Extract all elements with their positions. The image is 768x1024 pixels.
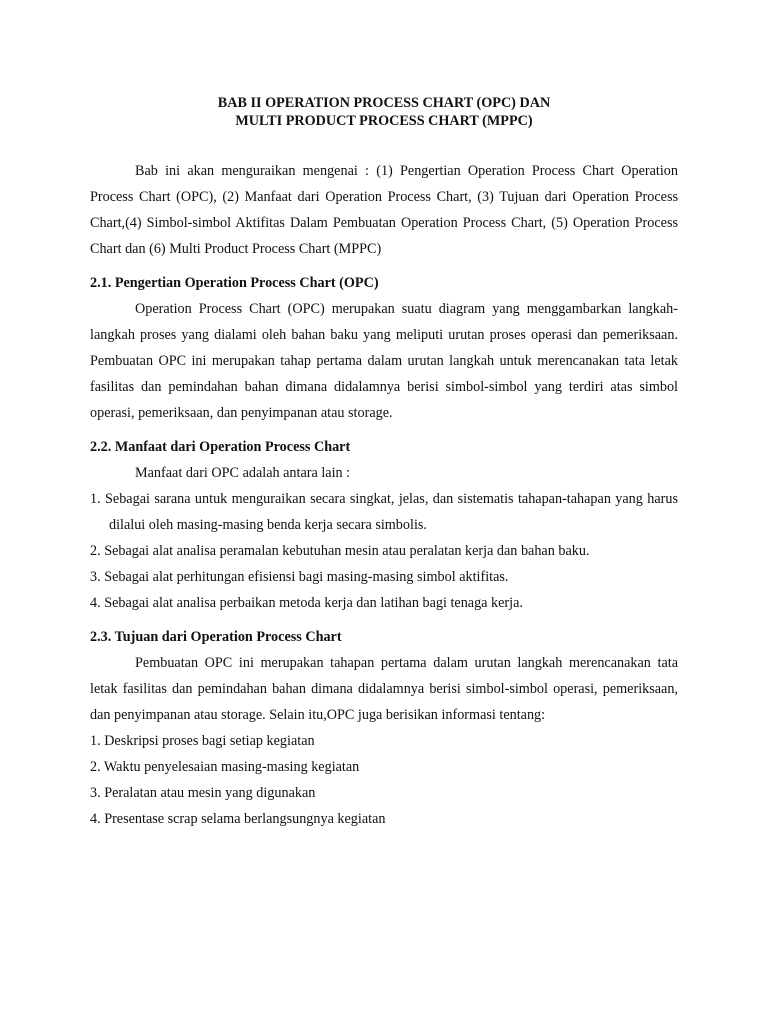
- tujuan-list: [90, 728, 678, 832]
- list-item: 4. Sebagai alat analisa perbaikan metoda kerja dan latihan bagi tenaga kerja.: [90, 595, 523, 611]
- list-item: 2. Waktu penyelesaian masing-masing kegiatan: [90, 759, 360, 775]
- list-item: 1. Sebagai sarana untuk menguraikan secara singkat, jelas, dan sistematis tahapan-tahapan yang harus dilalui oleh masing-masing benda kerja secara simbolis.: [90, 491, 678, 533]
- chapter-title: [90, 94, 678, 130]
- list-item: 3. Sebagai alat perhitungan efisiensi bagi masing-masing simbol aktifitas.: [90, 569, 509, 585]
- manfaat-list: [90, 486, 678, 616]
- chapter-title-line-1: BAB II OPERATION PROCESS CHART (OPC) DAN: [217, 95, 551, 111]
- document-body: [90, 94, 678, 840]
- section-heading-2-1: 2.1. Pengertian Operation Process Chart (OPC): [90, 275, 379, 291]
- section-heading-2-3: 2.3. Tujuan dari Operation Process Chart: [90, 629, 342, 645]
- section-manfaat: [90, 434, 678, 616]
- list-item: 4. Presentase scrap selama berlangsungnya kegiatan: [90, 811, 386, 827]
- list-item: 2. Sebagai alat analisa peramalan kebutuhan mesin atau peralatan kerja dan bahan baku.: [90, 543, 590, 559]
- list-item: 3. Peralatan atau mesin yang digunakan: [90, 785, 316, 801]
- section-2-1-paragraph: Operation Process Chart (OPC) merupakan suatu diagram yang menggambarkan langkah-langkah proses yang dialami oleh bahan baku yang meliputi urutan proses operasi dan pemeriksaan. Pembuatan OPC ini merupakan tahap pertama dalam urutan langkah untuk merencanakan tata letak fasilitas dan pemindahan bahan dimana didalamnya berisi simbol-simbol yang terdiri atas simbol operasi, pemeriksaan, dan penyimpanan atau storage.: [90, 301, 678, 421]
- intro-paragraph: Bab ini akan menguraikan mengenai : (1) Pengertian Operation Process Chart Operation Process Chart (OPC), (2) Manfaat dari Operation Process Chart, (3) Tujuan dari Operation Process Chart,(4) Simbol-simbol Aktifitas Dalam Pembuatan Operation Process Chart, (5) Operation Process Chart dan (6) Multi Product Process Chart (MPPC): [90, 163, 678, 257]
- section-2-3-paragraph: Pembuatan OPC ini merupakan tahapan pertama dalam urutan langkah merencanakan tata letak fasilitas dan pemindahan bahan dimana didalamnya berisi simbol-simbol operasi, pemeriksaan, dan penyimpanan atau storage. Selain itu,OPC juga berisikan informasi tentang:: [90, 655, 678, 723]
- list-item: 1. Deskripsi proses bagi setiap kegiatan: [90, 733, 315, 749]
- chapter-title-line-2: MULTI PRODUCT PROCESS CHART (MPPC): [235, 113, 533, 129]
- section-heading-2-2: 2.2. Manfaat dari Operation Process Chart: [90, 439, 351, 455]
- section-pengertian: [90, 270, 678, 426]
- section-2-2-lead: Manfaat dari OPC adalah antara lain :: [135, 465, 351, 481]
- section-tujuan: [90, 624, 678, 832]
